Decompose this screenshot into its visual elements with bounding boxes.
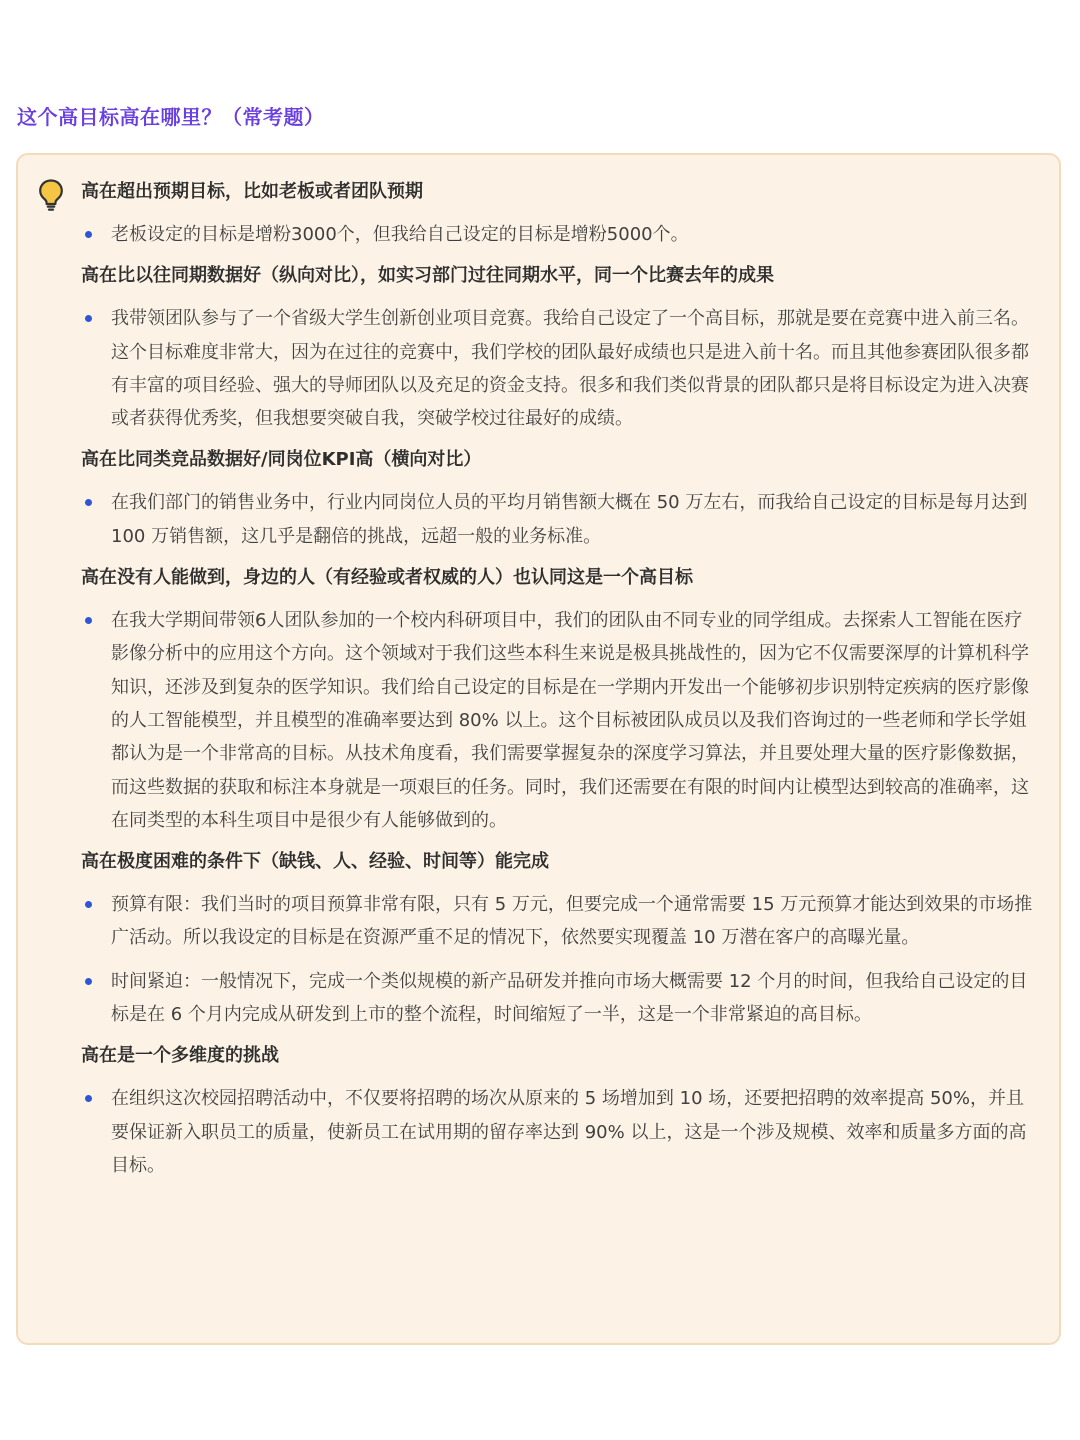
list-item bbox=[81, 604, 1037, 837]
section-6 bbox=[81, 1041, 1037, 1182]
list-item bbox=[81, 218, 1037, 251]
list-item bbox=[81, 888, 1037, 955]
bullet-dot bbox=[85, 978, 92, 985]
list-item-text: 时间紧迫：一般情况下，完成一个类似规模的新产品研发并推向市场大概需要 12 个月的时间，但我给自己设定的目标是在 6 个月内完成从研发到上市的整个流程，时间缩短了一半，这是一个非常紧迫的高目标。 bbox=[111, 970, 1028, 1026]
bullet-dot bbox=[85, 1095, 92, 1102]
tip-card bbox=[16, 153, 1061, 1345]
list-item-text: 老板设定的目标是增粉3000个，但我给自己设定的目标是增粉5000个。 bbox=[111, 224, 689, 245]
bullet-dot bbox=[85, 617, 92, 624]
section-heading: 高在超出预期目标，比如老板或者团队预期 bbox=[81, 181, 423, 202]
section-heading: 高在比同类竞品数据好/同岗位KPI高（横向对比） bbox=[81, 449, 482, 471]
lightbulb-icon bbox=[37, 178, 65, 212]
list-item bbox=[81, 1082, 1037, 1182]
bullet-list bbox=[81, 486, 1037, 553]
list-item-text: 我带领团队参与了一个省级大学生创新创业项目竞赛。我给自己设定了一个高目标，那就是要在竞赛中进入前三名。这个目标难度非常大，因为在过往的竞赛中，我们学校的团队最好成绩也只是进入前十名。而且其他参赛团队很多都有丰富的项目经验、强大的导师团队以及充足的资金支持。很多和我们类似背景的团队都只是将目标设定为进入决赛或者获得优秀奖，但我想要突破自我，突破学校过往最好的成绩。 bbox=[111, 308, 1029, 430]
section-heading: 高在比以往同期数据好（纵向对比），如实习部门过往同期水平，同一个比赛去年的成果 bbox=[81, 265, 774, 287]
bullet-list bbox=[81, 888, 1037, 1031]
section-heading: 高在没有人能做到，身边的人（有经验或者权威的人）也认同这是一个高目标 bbox=[81, 567, 693, 589]
bullet-dot bbox=[85, 901, 92, 908]
list-item bbox=[81, 302, 1037, 435]
section-heading: 高在是一个多维度的挑战 bbox=[81, 1045, 279, 1067]
bullet-dot bbox=[85, 499, 92, 506]
section-2 bbox=[81, 261, 1037, 435]
list-item-text: 在我们部门的销售业务中，行业内同岗位人员的平均月销售额大概在 50 万左右，而我给自己设定的目标是每月达到 100 万销售额，这几乎是翻倍的挑战，远超一般的业务标准。 bbox=[111, 492, 1028, 547]
list-item bbox=[81, 965, 1037, 1032]
section-1 bbox=[81, 177, 1037, 251]
bullet-list bbox=[81, 1082, 1037, 1182]
list-item-text: 预算有限：我们当时的项目预算非常有限，只有 5 万元，但要完成一个通常需要 15 万元预算才能达到效果的市场推广活动。所以我设定的目标是在资源严重不足的情况下，依然要实现覆盖 10 万潜在客户的高曝光量。 bbox=[111, 894, 1033, 949]
bullet-dot bbox=[85, 231, 92, 238]
section-3 bbox=[81, 445, 1037, 553]
bullet-list bbox=[81, 604, 1037, 837]
section-heading: 高在极度困难的条件下（缺钱、人、经验、时间等）能完成 bbox=[81, 851, 549, 873]
bullet-list bbox=[81, 302, 1037, 435]
bullet-dot bbox=[85, 315, 92, 322]
list-item-text: 在我大学期间带领6人团队参加的一个校内科研项目中，我们的团队由不同专业的同学组成。去探索人工智能在医疗影像分析中的应用这个方向。这个领域对于我们这些本科生来说是极具挑战性的，因为它不仅需要深厚的计算机科学知识，还涉及到复杂的医学知识。我们给自己设定的目标是在一学期内开发出一个能够初步识别特定疾病的医疗影像的人工智能模型，并且模型的准确率要达到 80% 以上。这个目标被团队成员以及我们咨询过的一些老师和学长学姐都认为是一个非常高的目标。从技术角度看，我们需要掌握复杂的深度学习算法，并且要处理大量的医疗影像数据，而这些数据的获取和标注本身就是一项艰巨的任务。同时，我们还需要在有限的时间内让模型达到较高的准确率，这在同类型的本科生项目中是很少有人能够做到的。 bbox=[111, 610, 1029, 831]
section-4 bbox=[81, 563, 1037, 837]
list-item-text: 在组织这次校园招聘活动中，不仅要将招聘的场次从原来的 5 场增加到 10 场，还要把招聘的效率提高 50%，并且要保证新入职员工的质量，使新员工在试用期的留存率达到 90% 以上，这是一个涉及规模、效率和质量多方面的高目标。 bbox=[111, 1088, 1027, 1176]
page-title: 这个高目标高在哪里？（常考题） bbox=[17, 105, 325, 129]
list-item bbox=[81, 486, 1037, 553]
section-5 bbox=[81, 847, 1037, 1031]
bullet-list bbox=[81, 218, 1037, 251]
